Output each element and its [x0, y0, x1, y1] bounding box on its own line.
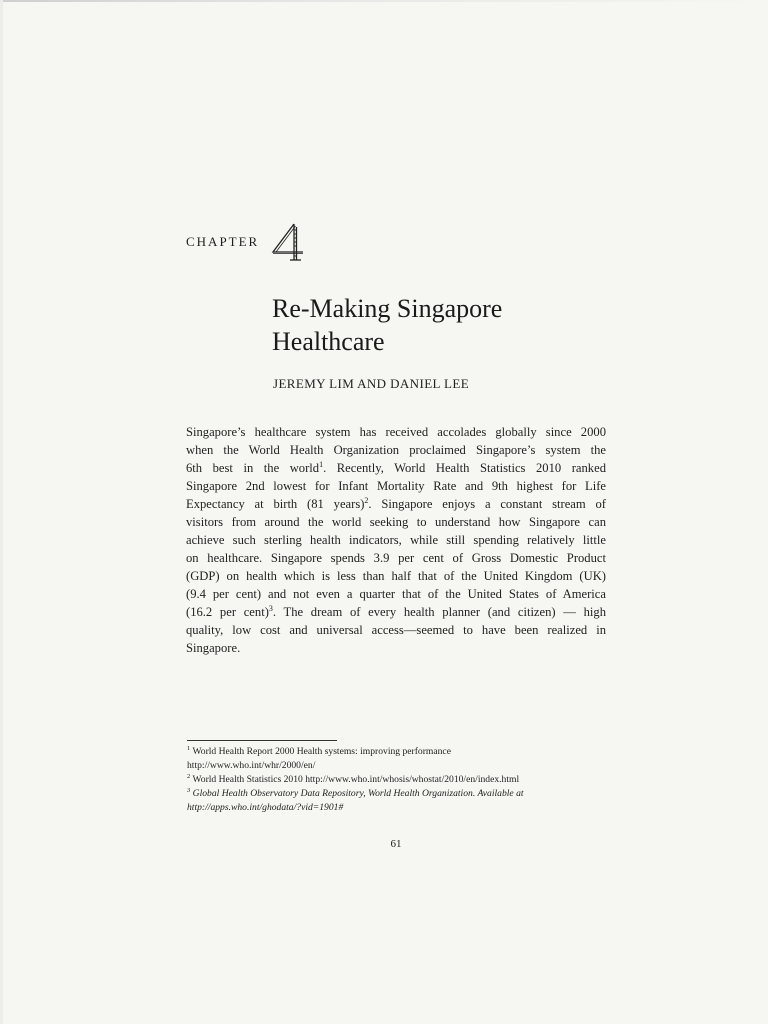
- body-line: visitors from around the world seeking to understand how Singapore can: [186, 515, 606, 529]
- body-line: (9.4 per cent) and not even a quarter that of the United States of America: [186, 587, 606, 601]
- chapter-title-line-1: Re-Making Singapore: [272, 294, 503, 323]
- page-number: 61: [390, 838, 402, 850]
- body-line: 6th best in the world$^1$. Recently, World Health Statistics 2010 ranked: [186, 459, 606, 475]
- chapter-title-line-2: Healthcare: [272, 327, 385, 356]
- chapter-title: [272, 292, 692, 358]
- body-line: quality, low cost and universal access—seemed to have been realized in: [186, 623, 606, 637]
- footnote-3-link[interactable]: http://apps.who.int/ghodata/?vid=1901#: [187, 802, 344, 813]
- body-line: Expectancy at birth (81 years)$^2$. Singapore enjoys a constant stream of: [186, 495, 606, 511]
- footnote-divider: [187, 740, 337, 741]
- body-line: Singapore.: [186, 641, 241, 655]
- page-top-edge: [0, 0, 768, 2]
- body-line: Singapore’s healthcare system has received accolades globally since 2000: [186, 425, 606, 439]
- body-line: when the World Health Organization proclaimed Singapore’s system the: [186, 443, 606, 457]
- footnote-ref-3[interactable]: 3: [268, 603, 273, 613]
- body-line: Singapore 2nd lowest for Infant Mortality Rate and 9th highest for Life: [186, 479, 606, 493]
- body-line: (16.2 per cent)$^3$. The dream of every health planner (and citizen) — high: [186, 603, 606, 619]
- chapter-number: [270, 222, 306, 262]
- footnotes: [187, 745, 597, 815]
- body-line: on healthcare. Singapore spends 3.9 per cent of Gross Domestic Product: [186, 551, 606, 565]
- body-line: (GDP) on health which is less than half that of the United Kingdom (UK): [186, 569, 606, 583]
- footnote-2: $^2$ World Health Statistics 2010 http://www.who.int/whosis/whostat/2010/en/index.html: [187, 772, 520, 785]
- page-left-edge: [0, 0, 3, 1024]
- chapter-label: CHAPTER: [186, 234, 260, 249]
- body-line: achieve such sterling health indicators, while still spending relatively little: [186, 533, 606, 547]
- authors: JEREMY LIM AND DANIEL LEE: [273, 376, 470, 391]
- footnote-ref-2[interactable]: 2: [364, 495, 369, 505]
- footnote-1-link[interactable]: http://www.who.int/whr/2000/en/: [187, 760, 316, 771]
- footnote-3: $^3$ Global Health Observatory Data Repository, World Health Organization. Available at: [187, 786, 524, 799]
- body-paragraph: [186, 423, 606, 657]
- svg-text:4: 4: [270, 222, 271, 223]
- footnote-1: $^1$ World Health Report 2000 Health systems: improving performance: [187, 744, 451, 757]
- footnote-ref-1[interactable]: 1: [319, 459, 324, 469]
- chapter-number-glyph: [270, 222, 306, 262]
